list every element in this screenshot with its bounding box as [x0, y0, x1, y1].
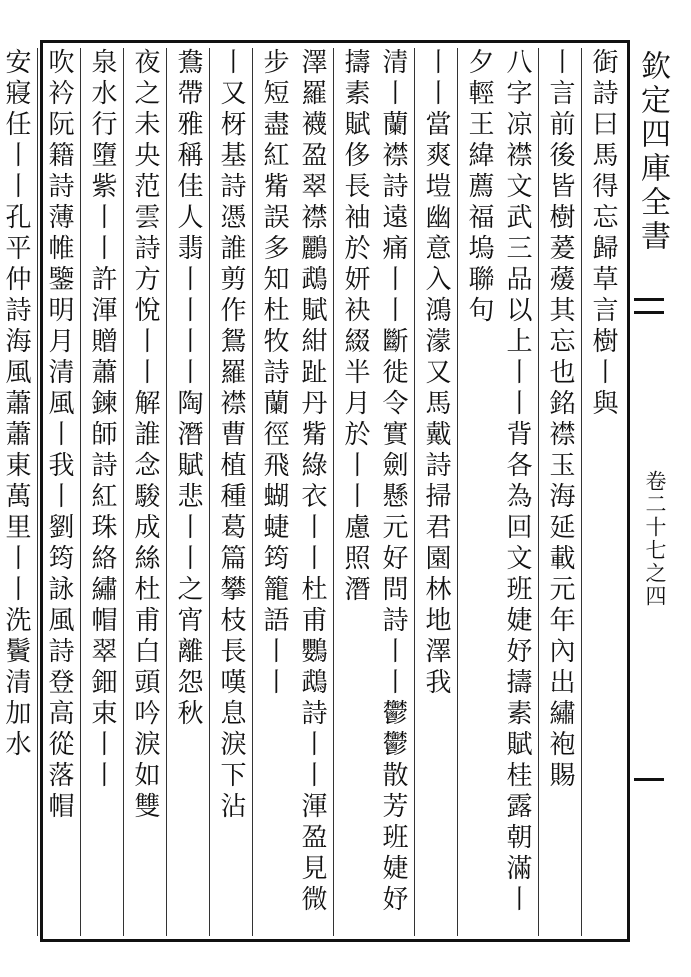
text-body: [1, 48, 624, 936]
text-column: 丨丨當爽塏幽意入鴻濛又馬戴詩掃君園林地澤我: [414, 48, 457, 936]
text-column: 安寢任丨丨孔平仲詩海風蕭蕭東萬里丨丨洗鬢清加水: [0, 48, 37, 936]
text-column: 清丨蘭襟詩遠痛丨丨斷徙令實劍懸元好問詩丨丨鬱鬱散芳班婕妤擣素賦侈長袖於妍袂綴半月於丨丨慮照潛: [333, 48, 414, 936]
fishtail-mark-lower: [634, 778, 664, 789]
volume-label: 卷二十七之四: [643, 470, 667, 608]
text-column: 夜之未央范雲詩方悅丨丨解誰念駿成絲杜甫白頭吟淚如雙: [123, 48, 166, 936]
fishtail-mark: [634, 298, 664, 314]
text-column: 丨言前後皆樹萲蕿其忘也銘襟玉海延載元年內出繡袍賜: [538, 48, 581, 936]
text-column: 丨又枒基詩憑誰剪作鴛羅襟曹植種葛篇攀枝長嘆息淚下沾: [209, 48, 252, 936]
text-column: 澤羅襪盈翠襟鸝鵡賦紺趾丹觜綠衣丨丨杜甫鸚鵡詩丨丨渾盈見微步短盡紅觜誤多知杜牧詩蘭徑飛蝴蜨筠籠語丨丨: [252, 48, 333, 936]
text-column: 衘詩曰馬得忘歸草言樹丨與: [581, 48, 624, 936]
margin-column: [634, 50, 674, 930]
text-column: 吹衿阮籍詩薄帷鑒明月清風丨我丨劉筠詠風詩登高從落帽: [37, 48, 80, 936]
text-column: 鴦帶雅稱佳人翡丨丨丨丨陶潛賦悲丨丨之宵離怨秋: [166, 48, 209, 936]
text-column: 八字凉襟文武三品以上丨丨背各為回文班婕妤擣素賦桂露朝滿丨夕輕王緯薦福塢聯句: [457, 48, 538, 936]
book-title: 欽定四庫全書: [635, 50, 670, 254]
text-column: 泉水行墮紫丨丨許渾贈蕭鍊師詩紅珠絡繡帽翠鈿束丨丨: [80, 48, 123, 936]
